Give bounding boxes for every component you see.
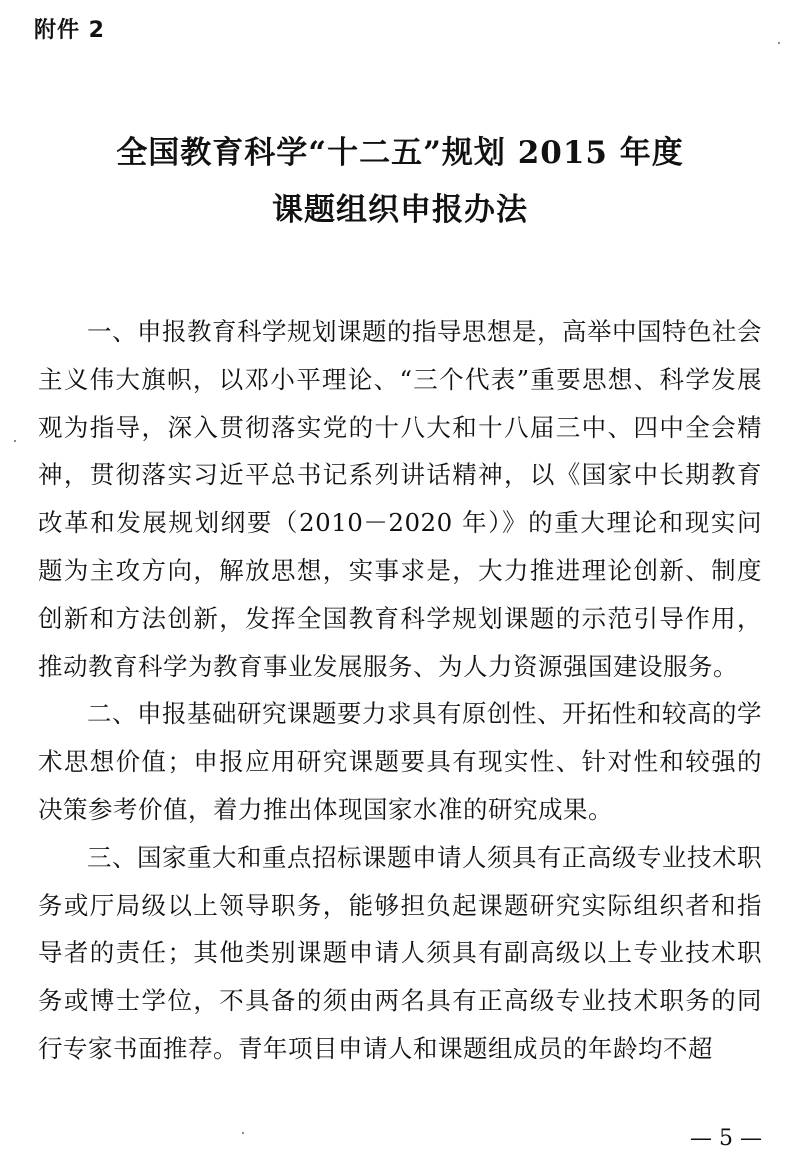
paragraph-3: 三、国家重大和重点招标课题申请人须具有正高级专业技术职务或厅局级以上领导职务，能够担负起课题研究实际组织者和指导者的责任；其他类别课题申请人须具有副高级以上专业技术职务或博士学位，不具备的须由两名具有正高级专业技术职务的同行专家书面推荐。青年项目申请人和课题组成员的年龄均不超 — [38, 842, 762, 1063]
document-title-line-1: 全国教育科学“十二五”规划 2015 年度 — [116, 135, 684, 171]
attachment-label: 附件 2 — [34, 18, 105, 43]
paragraph-1: 一、申报教育科学规划课题的指导思想是，高举中国特色社会主义伟大旗帜，以邓小平理论、“三个代表”重要思想、科学发展观为指导，深入贯彻落实党的十八大和十八届三中、四中全会精神，贯彻落实习近平总书记系列讲话精神，以《国家中长期教育改革和发展规划纲要（2010－2020 年）》的重大理论和现实问题为主攻方向，解放思想，实事求是，大力推进理论创新、制度创新和方法创新，发挥全国教育科学规划课题的示范引导作用，推动教育科学为教育事业发展服务、为人力资源强国建设服务。 — [38, 317, 762, 681]
paragraph-2: 二、申报基础研究课题要力求具有原创性、开拓性和较高的学术思想价值；申报应用研究课题要具有现实性、针对性和较强的决策参考价值，着力推出体现国家水准的研究成果。 — [38, 699, 762, 824]
document-title-line-2: 课题组织申报办法 — [272, 192, 528, 228]
scan-speck — [778, 42, 780, 44]
scan-speck — [14, 440, 16, 442]
document-body — [38, 308, 762, 1073]
scan-speck — [242, 1132, 244, 1134]
page-number: — 5 — — [690, 1126, 762, 1151]
